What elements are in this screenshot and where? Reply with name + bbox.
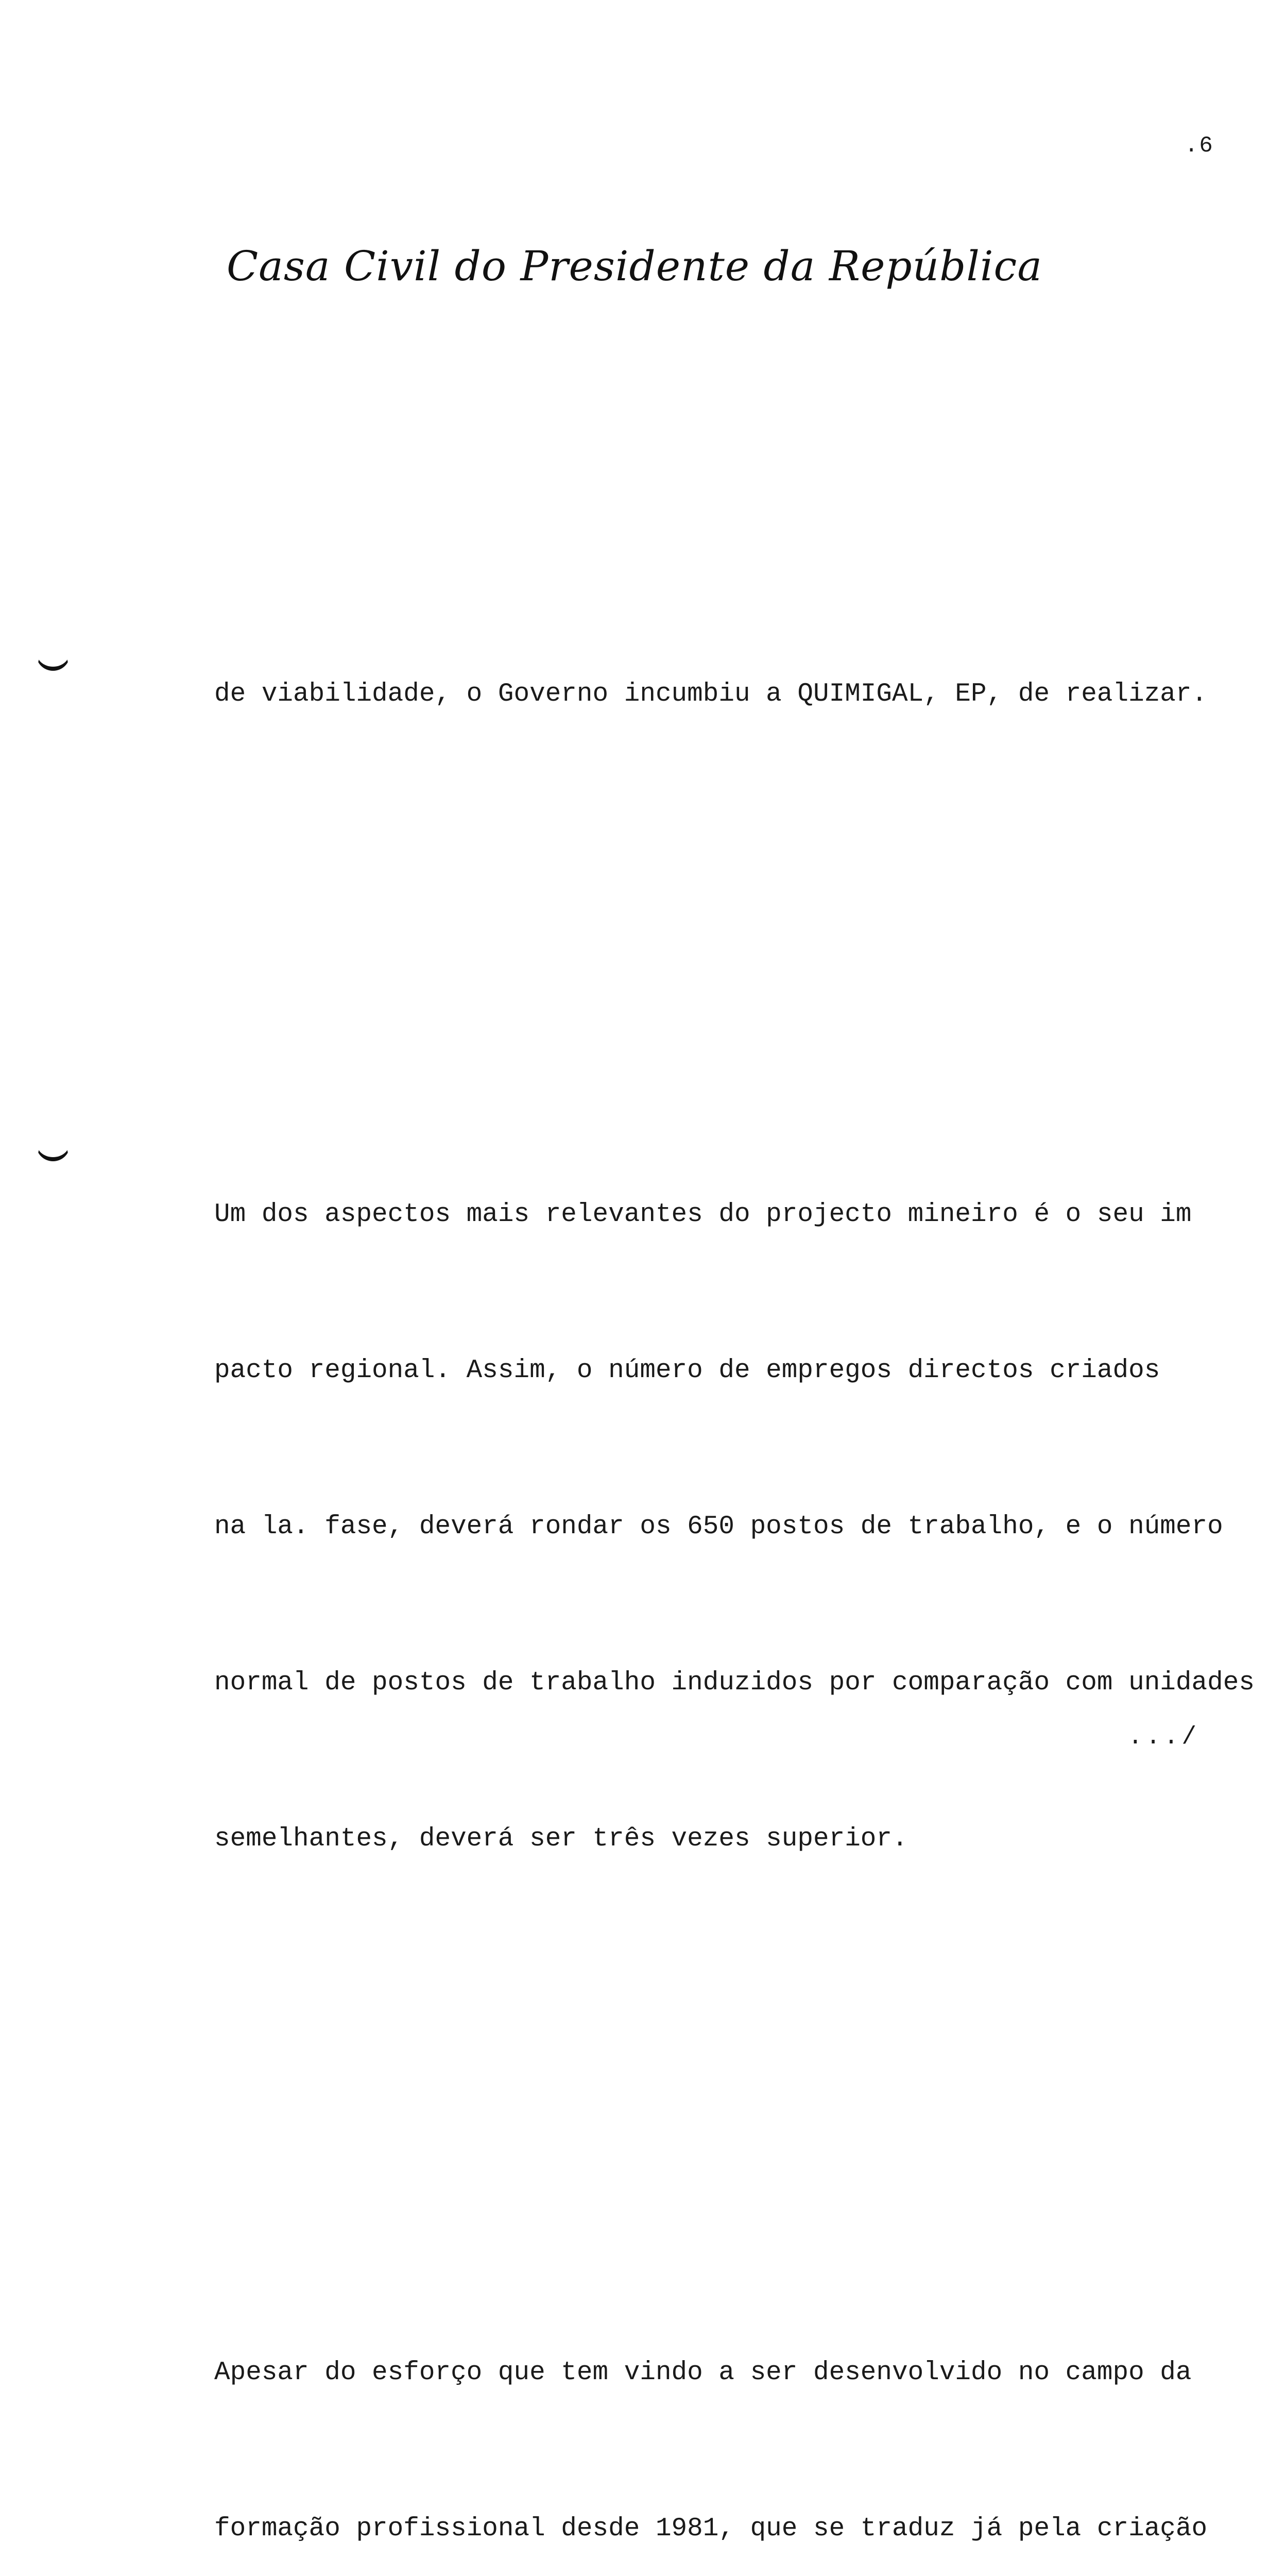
letterhead: Casa Civil do Presidente da República: [226, 242, 1043, 290]
text-line: pacto regional. Assim, o número de empregos directos criados: [214, 1356, 1160, 1385]
paragraph-2: [214, 1084, 1255, 1969]
paragraph-1: [214, 564, 1208, 824]
text-line: Apesar do esforço que tem vindo a ser desenvolvido no campo da: [214, 2358, 1192, 2387]
text-line: normal de postos de trabalho induzidos por comparação com unidades: [214, 1668, 1255, 1698]
punch-hole-mark-top: [36, 653, 70, 671]
text-line: na la. fase, deverá rondar os 650 postos de trabalho, e o número: [214, 1512, 1223, 1541]
text-line: formação profissional desde 1981, que se traduz já pela criação: [214, 2514, 1208, 2544]
paragraph-3: [214, 2243, 1208, 2576]
page-number: .6: [1185, 133, 1214, 159]
continuation-mark: .../: [1128, 1723, 1200, 1751]
text-line: semelhantes, deverá ser três vezes superior.: [214, 1824, 908, 1854]
text-line: de viabilidade, o Governo incumbiu a QUIMIGAL, EP, de realizar.: [214, 680, 1208, 709]
punch-hole-mark-bottom: [36, 1144, 70, 1161]
body-text: [214, 460, 1255, 2576]
text-line: Um dos aspectos mais relevantes do projecto mineiro é o seu im: [214, 1200, 1192, 1229]
